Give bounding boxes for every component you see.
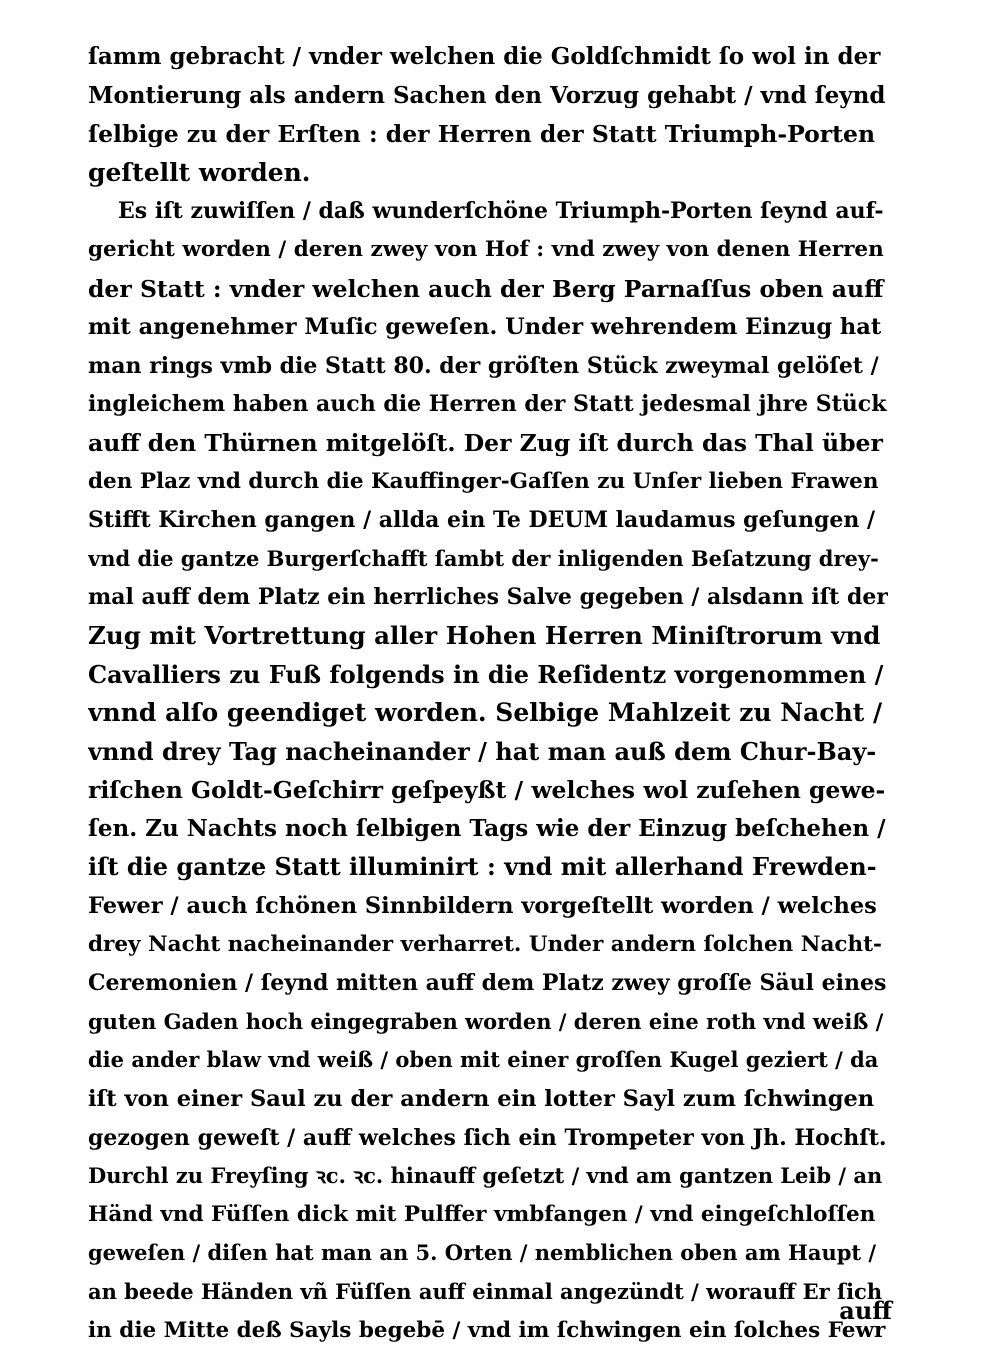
text-line-26: guten Gaden hoch eingegraben worden / deren eine roth vnd weiß / [88,1008,884,1034]
text-line-23: Fewer / auch ſchönen Sinnbildern vorgeſtellt worden / welches [88,893,877,920]
text-line-12: den Plaz vnd durch die Kauffinger-Gaſſen zu Unſer lieben Frawen [88,468,879,494]
text-line-27: die ander blaw vnd weiß / oben mit einer groſſen Kugel geziert / da [88,1047,879,1073]
text-line-31: Händ vnd Füſſen dick mit Pulffer vmbfangen / vnd eingeſchloſſen [88,1201,876,1227]
text-line-3: ſelbige zu der Erſten : der Herren der Statt Triumph-Porten [88,120,876,149]
text-line-7: der Statt : vnder welchen auch der Berg Parnaſſus oben auff [88,274,884,303]
text-line-5: Es iſt zuwiſſen / daß wunderſchöne Triumph-Porten ſeynd auf- [118,198,884,225]
text-line-16: Zug mit Vortrettung aller Hohen Herren Miniſtrorum vnd [88,620,881,650]
text-line-4: geſtellt worden. [88,157,311,187]
text-line-34: in die Mitte deß Sayls begebē / vnd im ſchwingen ein ſolches Fewr [88,1317,886,1343]
text-line-30: Durchl zu Freyſing ꝛc. ꝛc. hinauff geſetzt / vnd am gantzen Leib / an [88,1163,883,1189]
text-line-9: man rings vmb die Statt 80. der gröſten Stück zweymal gelöſet / [88,352,879,379]
text-line-19: vnnd drey Tag nacheinander / hat man auß dem Chur-Bay- [88,736,877,766]
catchword: auff [839,1296,892,1325]
text-line-32: geweſen / diſen hat man an 5. Orten / nemblichen oben am Haupt / [88,1240,877,1266]
text-line-18: vnnd alſo geendiget worden. Selbige Mahlzeit zu Nacht / [88,698,883,728]
text-line-15: mal auff dem Platz ein herrliches Salve gegeben / alsdann iſt der [88,584,888,611]
text-line-13: Stifft Kirchen gangen / allda ein Te DEUM laudamus geſungen / [88,507,876,534]
text-line-8: mit angenehmer Muſic geweſen. Under wehrendem Einzug hat [88,314,882,341]
text-line-21: ſen. Zu Nachts noch ſelbigen Tags wie der Einzug beſchehen / [88,814,886,842]
text-line-2: Montierung als andern Sachen den Vorzug gehabt / vnd ſeynd [88,81,886,109]
text-line-20: riſchen Goldt-Geſchirr geſpeyßt / welches wol zuſehen gewe- [88,776,886,805]
text-line-29: gezogen geweſt / auff welches ſich ein Trompeter von Jh. Hochſt. [88,1124,887,1151]
body-text [88,38,888,1350]
text-line-1: ſamm gebracht / vnder welchen die Goldſchmidt ſo wol in der [88,43,881,70]
text-line-17: Cavalliers zu Fuß folgends in die Reſidentz vorgenommen / [88,659,884,689]
text-line-6: gericht worden / deren zwey von Hof : vnd zwey von denen Herren [88,236,884,262]
text-line-22: iſt die gantze Statt illuminirt : vnd mit allerhand Frewden- [88,852,877,882]
text-line-14: vnd die gantze Burgerſchafft ſambt der inligenden Beſatzung drey- [88,545,879,571]
text-line-24: drey Nacht nacheinander verharret. Under andern ſolchen Nacht- [88,931,882,957]
text-line-10: ingleichem haben auch die Herren der Statt jedesmal jhre Stück [88,391,887,418]
text-line-28: iſt von einer Saul zu der andern ein lotter Sayl zum ſchwingen [88,1086,875,1113]
text-line-11: auff den Thürnen mitgelöſt. Der Zug iſt durch das Thal über [88,428,883,457]
text-line-25: Ceremonien / ſeynd mitten auff dem Platz zwey groſſe Säul eines [88,970,887,997]
text-line-33: an beede Händen vñ Füſſen auff einmal angezündt / worauff Er ſich [88,1279,883,1304]
